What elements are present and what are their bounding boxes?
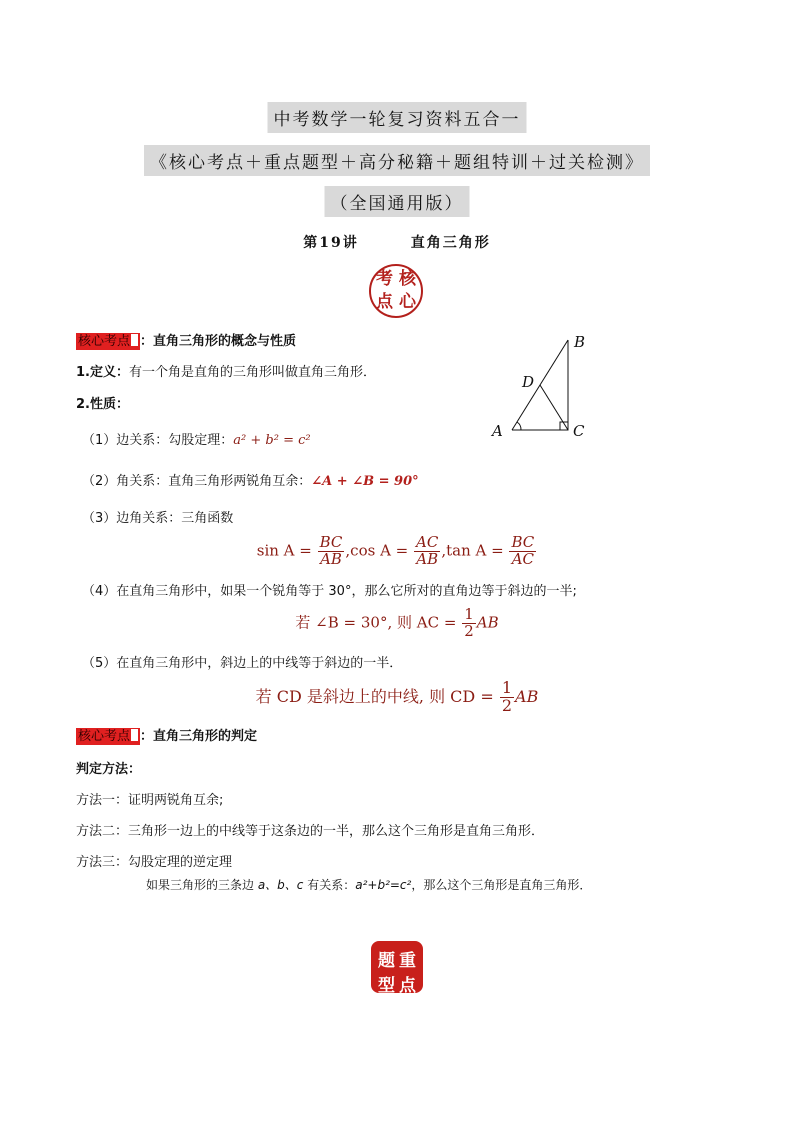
lecture-heading (0, 232, 794, 252)
label-C: C (573, 422, 585, 440)
lecture-number: 第19讲 (303, 235, 359, 251)
stamp-char: 重 (399, 951, 416, 971)
property-1 (82, 429, 311, 448)
section2-heading (76, 725, 257, 744)
label-B: B (574, 333, 586, 351)
right-triangle-figure (488, 330, 588, 442)
pythagorean-formula: a² + b² = c² (233, 433, 311, 448)
stamp-char: 考 (376, 269, 393, 289)
section2-title: ：直角三角形的判定 (140, 729, 258, 744)
section1-title: ：直角三角形的概念与性质 (140, 334, 297, 349)
title-line-1: 中考数学一轮复习资料五合一 (268, 102, 527, 133)
property-2 (82, 470, 419, 489)
stamp-char: 点 (399, 976, 416, 996)
title-line-2: 《核心考点＋重点题型＋高分秘籍＋题组特训＋过关检测》 (144, 145, 650, 176)
definition-line (76, 361, 376, 380)
section1-tag: 核心考点 (76, 333, 140, 350)
trig-formula: sin A = $\frac{BC}{AB}$ ,cos A = $\frac{AC}{AB}$ ,tan A = $\frac{BC}{AC}$ (256, 533, 535, 568)
method-1: 方法一：证明两锐角互余; (76, 793, 224, 808)
thirty-degree-formula: 若 ∠B = 30°, 则 AC = $\frac{1}{2}$ AB (295, 605, 499, 640)
property-1-label: （1）边关系：勾股定理： (82, 433, 234, 448)
definition-label: 1.定义： (76, 365, 129, 380)
half-fraction: $\frac{1}{2}$ (464, 605, 474, 640)
property-2-label: （2）角关系：直角三角形两锐角互余： (82, 474, 312, 489)
stamp-char: 心 (399, 292, 416, 312)
section2-tag: 核心考点 (76, 728, 140, 745)
methods-label: 判定方法： (76, 762, 142, 777)
title-line-3: （全国通用版） (325, 186, 470, 217)
method-3-text: 方法三：勾股定理的逆定理 (76, 855, 233, 870)
stamp-char: 题 (378, 951, 395, 971)
stamp-char: 核 (399, 269, 416, 289)
complementary-angles-formula: ∠A + ∠B = 90° (311, 474, 419, 489)
method-3-detail: 如果三角形的三条边 a、b、c 有关系：a²+b²=c²，那么这个三角形是直角三角形． (146, 878, 592, 892)
key-question-types-stamp (371, 941, 423, 996)
section1-heading (76, 330, 296, 349)
method-2: 方法二：三角形一边上的中线等于这条边的一半，那么这个三角形是直角三角形． (76, 824, 545, 839)
tan-fraction: $\frac{BC}{AC}$ (511, 533, 535, 568)
stamp-char: 型 (378, 976, 395, 996)
core-points-stamp (369, 264, 423, 318)
label-A: A (492, 422, 503, 440)
method-3 (76, 851, 232, 870)
label-D: D (522, 373, 535, 391)
property-5-text: （5）在直角三角形中，斜边上的中线等于斜边的一半． (82, 656, 403, 671)
stamp-char: 点 (376, 292, 393, 312)
property-3-label: （3）边角关系：三角函数 (82, 511, 234, 526)
half-fraction: $\frac{1}{2}$ (501, 678, 513, 715)
lecture-name: 直角三角形 (410, 235, 491, 251)
definition-text: 有一个角是直角的三角形叫做直角三角形． (128, 365, 376, 380)
property-4-text: （4）在直角三角形中，如果一个锐角等于 30°，那么它所对的直角边等于斜边的一半; (82, 584, 577, 599)
cos-fraction: $\frac{AC}{AB}$ (416, 533, 439, 568)
median-formula: 若 CD 是斜边上的中线, 则 CD = $\frac{1}{2}$ AB (255, 678, 539, 715)
sin-fraction: $\frac{BC}{AB}$ (319, 533, 343, 568)
properties-label: 2.性质： (76, 397, 129, 412)
